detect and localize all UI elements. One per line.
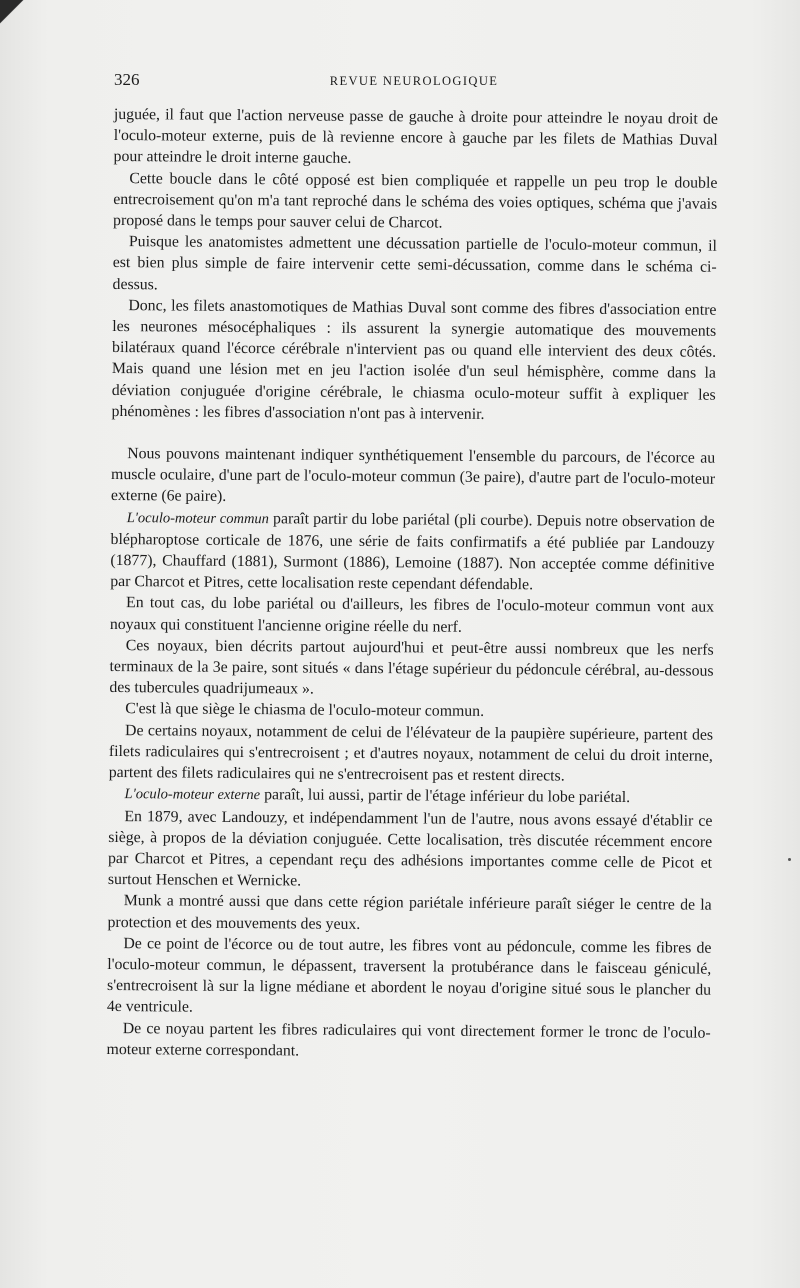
page-header bbox=[114, 70, 714, 94]
folded-corner bbox=[0, 0, 26, 34]
paragraph: Donc, les filets anastomotiques de Mathias Duval sont comme des fibres d'association entre les neurones mésocéphaliques : ils assurent la synergie automatique des mouvements bilatéraux quand l'écorce cérébrale n'intervient pas ou quand elle intervient des deux côtés. Mais quand une lésion met en jeu l'action isolée d'un seul hémisphère, comme dans la déviation conjuguée d'origine cérébrale, le chiasma oculo-moteur suffit à expliquer les phénomènes : les fibres d'association n'ont pas à intervenir. bbox=[111, 296, 717, 423]
italic-term: L'oculo-moteur externe bbox=[124, 786, 261, 804]
paragraph-text: paraît partir du lobe pariétal (pli courbe). Depuis notre observation de blépharoptose corticale de 1876, une série de faits confirmatifs a été publiée par Landouzy (1877), Chauffard (1881), Surmont (1886), Lemoine (1887). Non acceptée comme définitive par Charcot et Pitres, cette localisation reste cependant défendable. bbox=[110, 509, 715, 594]
paragraph: juguée, il faut que l'action nerveuse passe de gauche à droite pour atteindre le noyau droit de l'oculo-moteur externe, puis de là revienne encore à gauche par les filets de Mathias Duval pour atteindre le droit interne gauche. bbox=[113, 105, 718, 168]
paragraph: De ce point de l'écorce ou de tout autre, les fibres vont au pédoncule, comme les fibres de l'oculo-moteur commun, le dépassent, traversent la protubérance dans le faisceau géniculé, s'entrecroisent là sur la ligne médiane et abordent le noyau d'origine situé sous le plancher du 4e ventricule. bbox=[106, 934, 712, 1016]
paragraph: Munk a montré aussi que dans cette région pariétale inférieure paraît siéger le centre de la protection et des mouvements des yeux. bbox=[107, 892, 712, 933]
paragraph: Nous pouvons maintenant indiquer synthétiquement l'ensemble du parcours, de l'écorce au muscle oculaire, d'une part de l'oculo-moteur commun (3e paire), d'autre part de l'oculo-moteur externe (6e paire). bbox=[110, 445, 716, 506]
page-number: 326 bbox=[114, 70, 140, 89]
paragraph: Ces noyaux, bien décrits partout aujourd'hui et peut-être aussi nombreux que les nerfs terminaux de la 3e paire, sont situés « dans l'étage supérieur du pédoncule cérébral, au-dessous des tubercules quadrijumeaux ». bbox=[109, 636, 714, 698]
paragraph bbox=[110, 507, 715, 598]
paragraph: Cette boucle dans le côté opposé est bien compliquée et rappelle un peu trop le double entrecroisement qu'on m'a tant reproché dans le schéma des voies optiques, schéma que j'avais proposé dans le temps pour sauver celui de Charcot. bbox=[113, 169, 718, 232]
scan-speck bbox=[788, 858, 791, 861]
paragraph: C'est là que siège le chiasma de l'oculo-moteur commun. bbox=[125, 700, 485, 721]
body-text bbox=[106, 104, 717, 1065]
italic-term: L'oculo-moteur commun bbox=[126, 509, 270, 527]
paragraph: Puisque les anatomistes admettent une décussation partielle de l'oculo-moteur commun, il est bien plus simple de faire intervenir cette semi-décussation, comme dans le schéma ci-dessus. bbox=[112, 233, 717, 293]
paragraph-text: paraît, lui aussi, partir de l'étage inférieur du lobe pariétal. bbox=[260, 786, 631, 807]
paragraph: De certains noyaux, notamment de celui de l'élévateur de la paupière supérieure, partent des filets radiculaires qui s'entrecroisent ; et d'autres noyaux, notamment de celui du droit interne, partent des filets radiculaires qui ne s'entrecroisent pas et restent directs. bbox=[108, 721, 714, 785]
paragraph: De ce noyau partent les fibres radiculaires qui vont directement former le tronc de l'oculo-moteur externe correspondant. bbox=[106, 1019, 711, 1060]
paragraph: En tout cas, du lobe pariétal ou d'ailleurs, les fibres de l'oculo-moteur commun vont aux noyaux qui constituent l'ancienne origine réelle du nerf. bbox=[109, 594, 715, 636]
running-title: REVUE NEUROLOGIQUE bbox=[329, 74, 499, 88]
paragraph: En 1879, avec Landouzy, et indépendamment l'un de l'autre, nous avons essayé d'établir ce siège, à propos de la déviation conjuguée. Cette localisation, très discutée récemment encore par Charcot et Pitres, a cependant reçu des adhésions importantes comme celle de Picot et surtout Henschen et Wernicke. bbox=[107, 807, 713, 890]
